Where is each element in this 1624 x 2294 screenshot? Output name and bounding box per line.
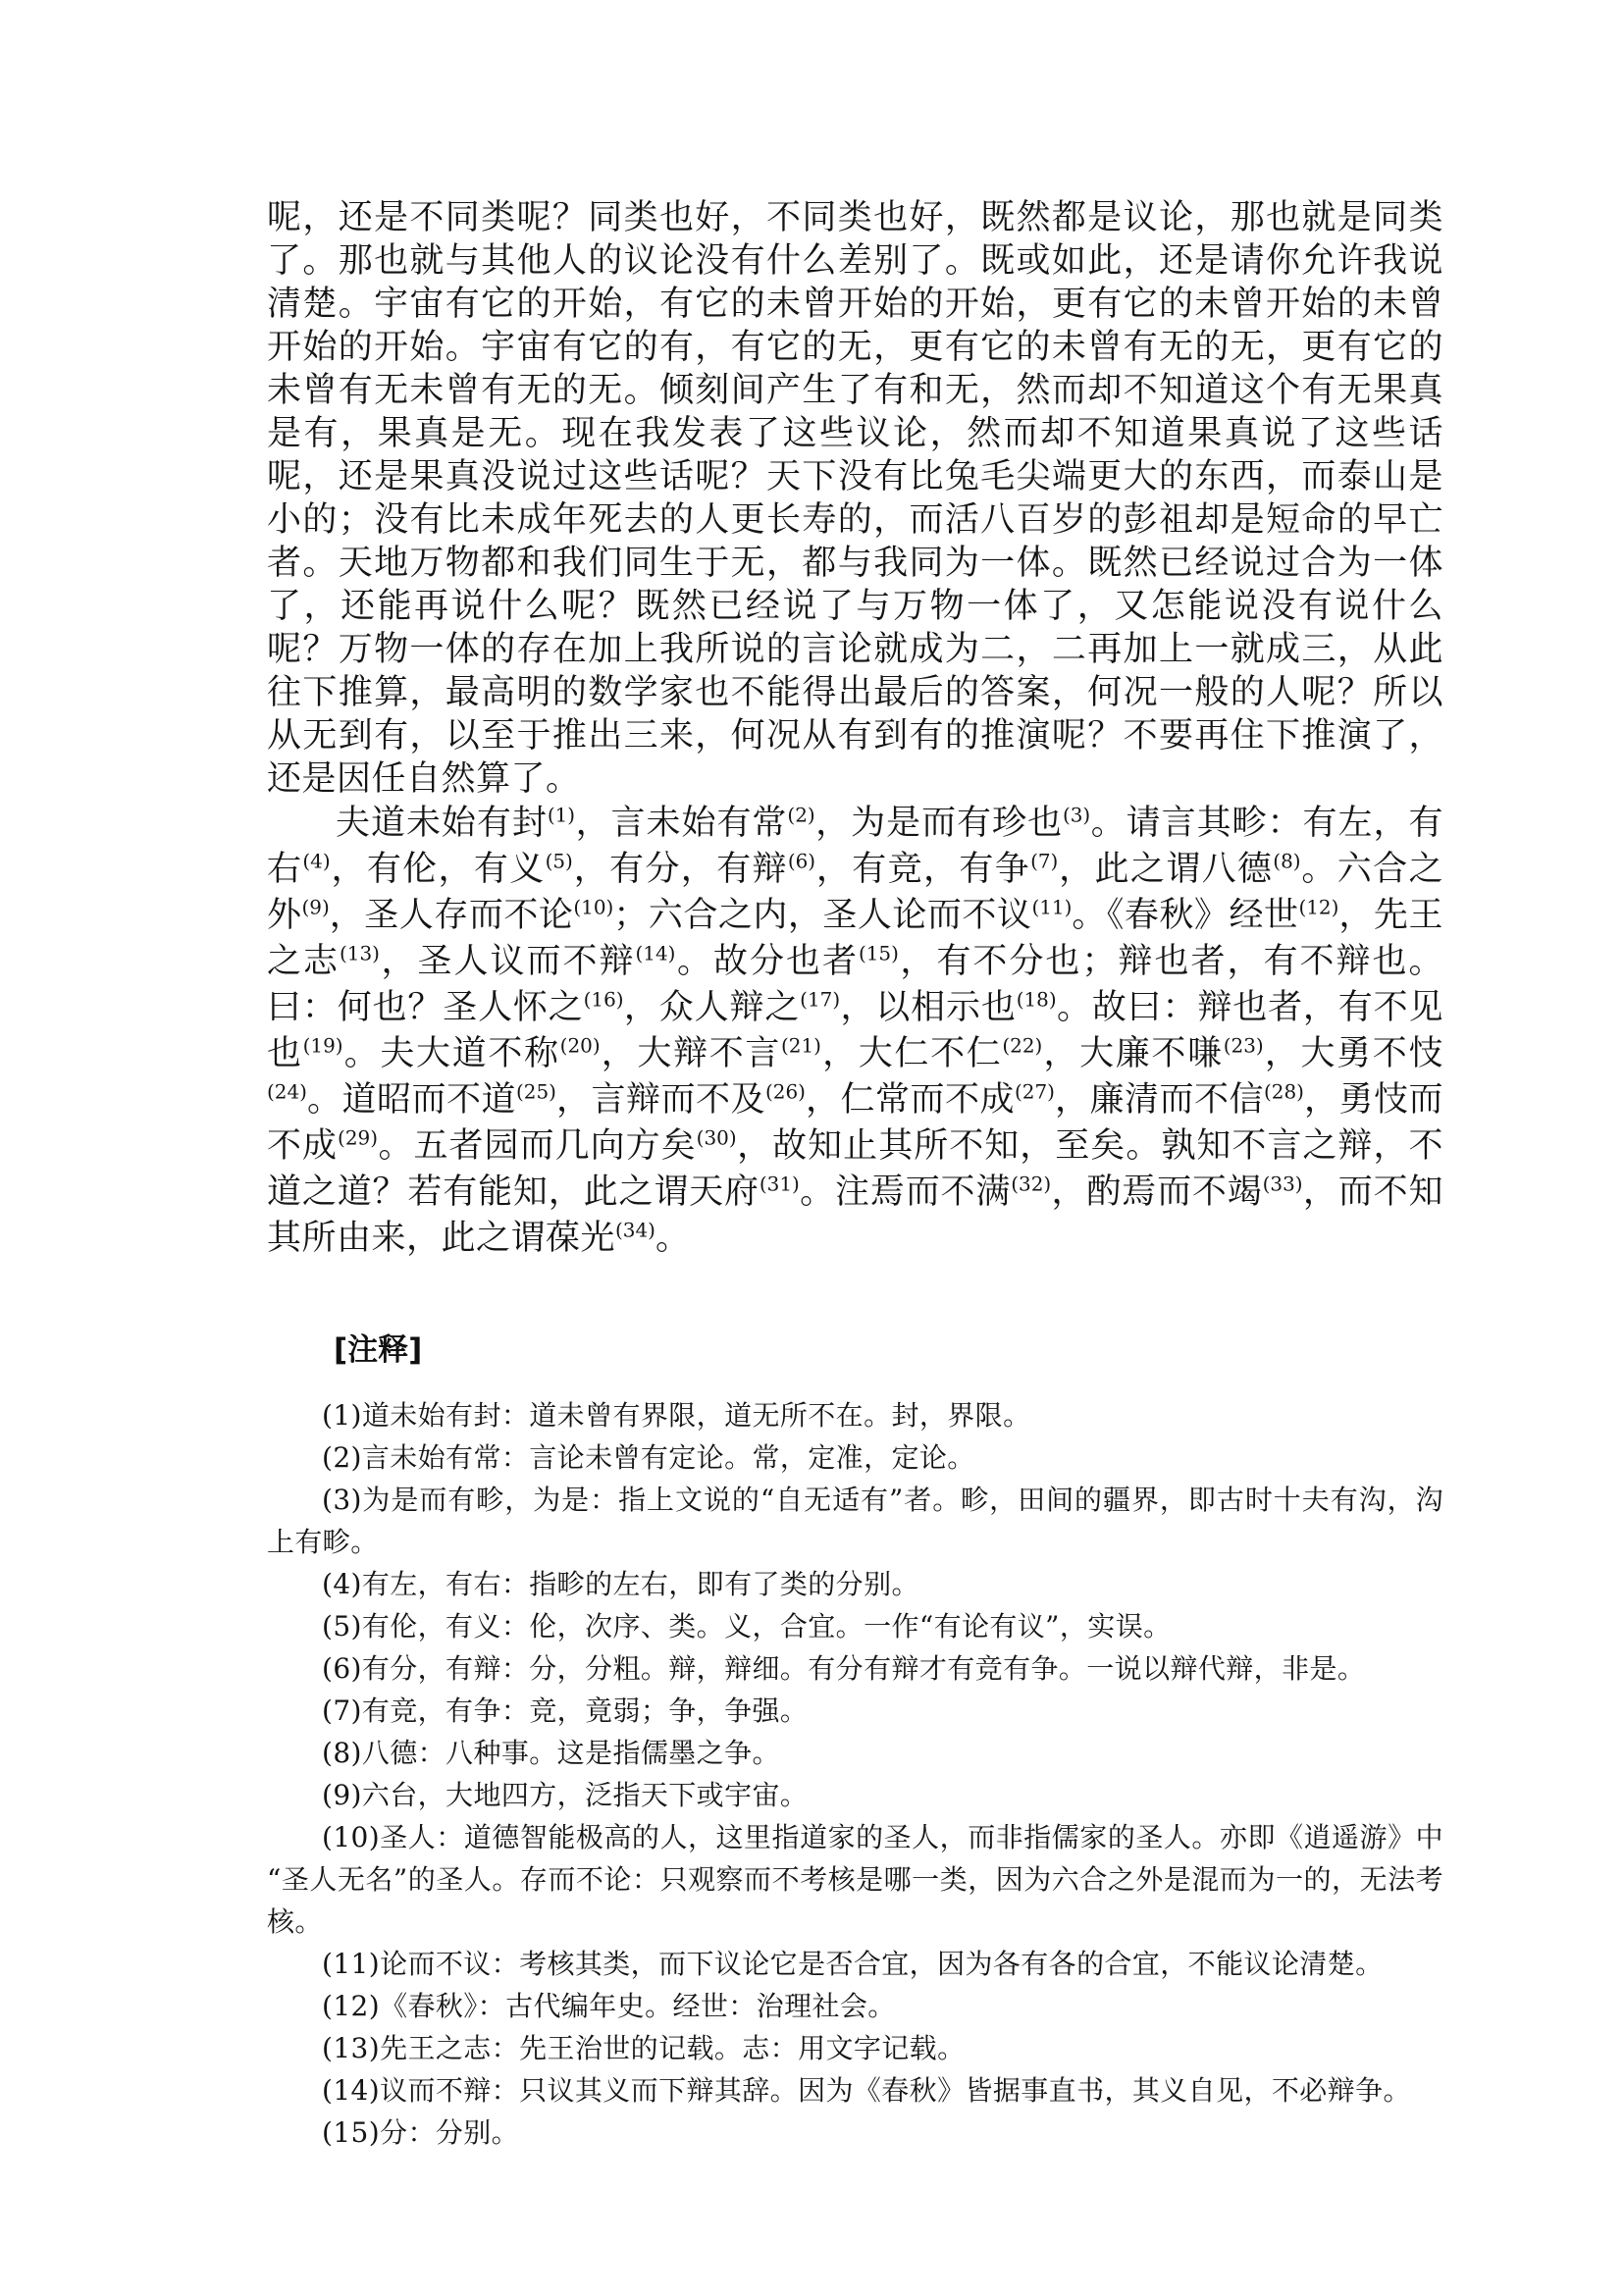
- footnote-ref: (9): [301, 895, 330, 919]
- footnote-ref: (28): [1264, 1079, 1304, 1104]
- footnote-ref: (1): [547, 803, 576, 827]
- footnote-ref: (22): [1002, 1033, 1043, 1058]
- note-item: (8)八德：八种事。这是指儒墨之争。: [322, 1737, 780, 1769]
- note-item: (10)圣人：道德智能极高的人，这里指道家的圣人，而非指儒家的圣人。亦即《逍遥游》中“圣人无名”的圣人。存而不论：只观察而不考核是哪一类，因为六合之外是混而为一的，无法考核。: [267, 1821, 1443, 1938]
- footnote-ref: (27): [1015, 1079, 1055, 1104]
- footnote-ref: (6): [787, 849, 816, 873]
- footnote-ref: (29): [338, 1125, 378, 1150]
- translation-paragraph-1: 呢，还是不同类呢？同类也好，不同类也好，既然都是议论，那也就是同类了。那也就与其他人的议论没有什么差别了。既或如此，还是请你允许我说清楚。宇宙有它的开始，有它的未曾开始的开始，更有它的未曾开始的未曾开始的开始。宇宙有它的有，有它的无，更有它的未曾有无的无，更有它的未曾有无未曾有无的无。倾刻间产生了有和无，然而却不知道这个有无果真是有，果真是无。现在我发表了这些议论，然而却不知道果真说了这些话呢，还是果真没说过这些话呢？天下没有比兔毛尖端更大的东西，而泰山是小的；没有比未成年死去的人更长寿的，而活八百岁的彭祖却是短命的早亡者。天地万物都和我们同生于无，都与我同为一体。既然已经说过合为一体了，还能再说什么呢？既然已经说了与万物一体了，又怎能说没有说什么呢？万物一体的存在加上我所说的言论就成为二，二再加上一就成三，从此往下推算，最高明的数学家也不能得出最后的答案，何况一般的人呢？所以从无到有，以至于推出三来，何况从有到有的推演呢？不要再住下推演了，还是因任自然算了。: [267, 198, 1443, 799]
- footnote-ref: (15): [858, 941, 899, 965]
- notes-section-header: [注释]: [334, 1332, 423, 1368]
- footnote-ref: (7): [1030, 849, 1059, 873]
- note-item: (11)论而不议：考核其类，而下议论它是否合宜，因为各有各的合宜，不能议论清楚。: [322, 1948, 1384, 1980]
- footnote-ref: (19): [302, 1033, 343, 1058]
- footnote-ref: (13): [340, 941, 380, 965]
- footnote-ref: (30): [696, 1125, 737, 1150]
- note-item: (14)议而不辩：只议其义而下辩其辞。因为《春秋》皆据事直书，其义自见，不必辩争。: [322, 2074, 1411, 2107]
- translation-paragraph-2: 夫道未始有封$^{(1)}$，言未始有常$^{(2)}$，为是而有珍也$^{(3)}$。请言其畛：有左，有右$^{(4)}$，有伦，有义$^{(5)}$，有分，有辩$^{(6)}$，有竞，有争$^{(7)}$，此之谓八德$^{(8)}$。六合之外$^{(9)}$，圣人存而不论$^{(10)}$；六合之内，圣人论而不议$^{(11)}$。《春秋》经世$^{(12)}$，先王之志$^{(13)}$，圣人议而不辩$^{(14)}$。故分也者$^{(15)}$，有不分也；辩也者，有不辩也。曰：何也？圣人怀之$^{(16)}$，众人辩之$^{(17)}$，以相示也$^{(18)}$。故曰：辩也者，有不见也$^{(19)}$。夫大道不称$^{(20)}$，大辩不言$^{(21)}$，大仁不仁$^{(22)}$，大廉不嗛$^{(23)}$，大勇不忮$^{(24)}$。道昭而不道$^{(25)}$，言辩而不及$^{(26)}$，仁常而不成$^{(27)}$，廉清而不信$^{(28)}$，勇忮而不成$^{(29)}$。五者园而几向方矣$^{(30)}$，故知止其所不知，至矣。孰知不言之辩，不道之道？若有能知，此之谓天府$^{(31)}$。注焉而不满$^{(32)}$，酌焉而不竭$^{(33)}$，而不知其所由来，此之谓葆光$^{(34)}$。: [267, 803, 1443, 1258]
- footnote-ref: (31): [759, 1172, 800, 1196]
- footnote-ref: (14): [635, 941, 676, 965]
- footnote-ref: (18): [1016, 987, 1057, 1012]
- text-content: [267, 196, 1443, 2154]
- note-item: (3)为是而有畛，为是：指上文说的“自无适有”者。畛，田间的疆界，即古时十夫有沟，沟上有畛。: [267, 1484, 1443, 1558]
- note-item: (7)有竞，有争：竞，竟弱；争，争强。: [322, 1694, 809, 1727]
- footnote-ref: (21): [781, 1033, 821, 1058]
- note-item: (9)六台，大地四方，泛指天下或宇宙。: [322, 1779, 809, 1811]
- note-item: (12)《春秋》：古代编年史。经世：治理社会。: [322, 1990, 896, 2022]
- footnote-ref: (3): [1062, 803, 1091, 827]
- footnote-ref: (12): [1298, 895, 1339, 919]
- note-item: (5)有伦，有义：伦，次序、类。义，合宜。一作“有论有议”，实误。: [322, 1610, 1172, 1642]
- note-item: (15)分：分别。: [322, 2116, 520, 2149]
- note-item: (2)言未始有常：言论未曾有定论。常，定准，定论。: [322, 1441, 975, 1474]
- note-item: (6)有分，有辩：分，分粗。辩，辩细。有分有辩才有竞有争。一说以辩代辩，非是。: [322, 1652, 1366, 1685]
- footnote-ref: (4): [302, 849, 331, 873]
- footnote-ref: (26): [765, 1079, 806, 1104]
- footnote-ref: (8): [1273, 849, 1301, 873]
- note-item: (13)先王之志：先王治世的记载。志：用文字记载。: [322, 2032, 966, 2064]
- footnote-ref: (17): [800, 987, 841, 1012]
- note-item: (4)有左，有右：指畛的左右，即有了类的分别。: [322, 1568, 919, 1600]
- notes-list: [267, 1394, 1443, 2154]
- note-item: (1)道未始有封：道未曾有界限，道无所不在。封，界限。: [322, 1399, 1031, 1432]
- footnote-ref: (5): [545, 849, 573, 873]
- footnote-ref: (32): [1011, 1172, 1052, 1196]
- footnote-ref: (25): [516, 1079, 556, 1104]
- footnote-ref: (23): [1223, 1033, 1264, 1058]
- footnote-ref: (16): [583, 987, 624, 1012]
- footnote-ref: (10): [573, 895, 614, 919]
- footnote-ref: (24): [267, 1079, 307, 1104]
- footnote-ref: (33): [1262, 1172, 1303, 1196]
- footnote-ref: (20): [559, 1033, 601, 1058]
- footnote-ref: (11): [1031, 895, 1073, 919]
- footnote-ref: (34): [615, 1218, 655, 1242]
- footnote-ref: (2): [787, 803, 815, 827]
